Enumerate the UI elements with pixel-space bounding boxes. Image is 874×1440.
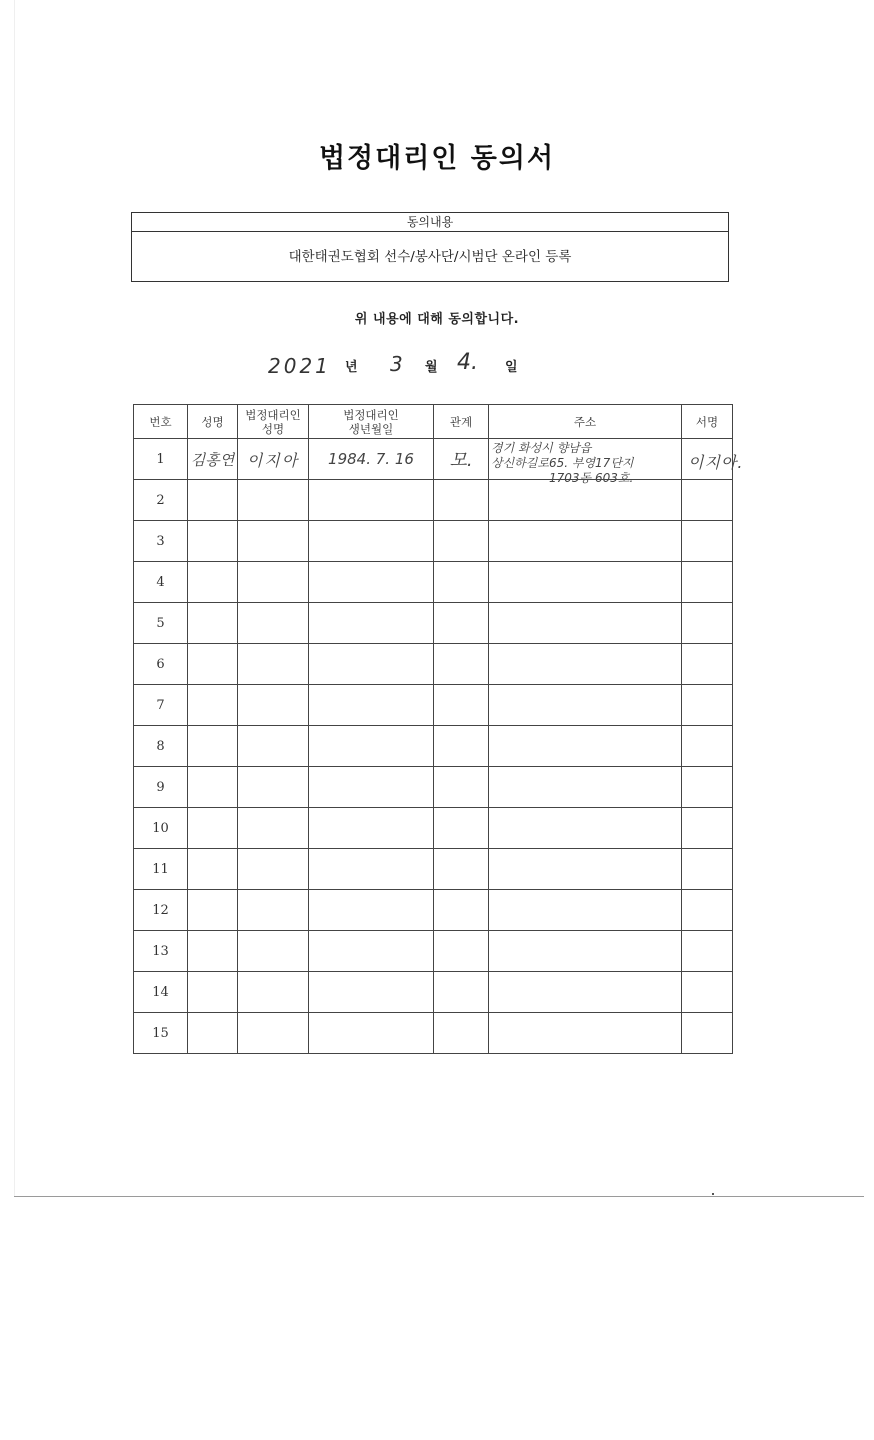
table-cell <box>489 685 682 726</box>
table-row <box>134 439 733 480</box>
table-cell <box>188 562 238 603</box>
table-cell <box>434 972 489 1013</box>
handwritten-rep-name: 이지아 <box>238 439 309 480</box>
date-year-label: 년 <box>345 360 358 375</box>
table-cell <box>188 480 238 521</box>
table-cell <box>238 1013 309 1054</box>
table-cell <box>309 849 434 890</box>
table-cell <box>434 480 489 521</box>
date-year: 2021 <box>268 354 331 378</box>
table-cell <box>489 644 682 685</box>
table-row <box>134 1013 733 1054</box>
header-rep-dob <box>309 405 434 439</box>
table-cell <box>489 521 682 562</box>
table-cell <box>309 644 434 685</box>
agreement-statement: 위 내용에 대해 동의합니다. <box>354 312 520 327</box>
table-cell <box>309 1013 434 1054</box>
row-number: 2 <box>134 480 188 521</box>
table-cell <box>682 808 733 849</box>
table-cell <box>238 603 309 644</box>
table-cell <box>682 603 733 644</box>
row-number: 4 <box>134 562 188 603</box>
table-cell <box>434 1013 489 1054</box>
table-cell <box>682 480 733 521</box>
empty-rows <box>134 480 733 1054</box>
row-number: 8 <box>134 726 188 767</box>
row-number: 11 <box>134 849 188 890</box>
table-cell <box>238 644 309 685</box>
table-cell <box>434 644 489 685</box>
table-cell <box>238 890 309 931</box>
table-cell <box>489 808 682 849</box>
table-cell <box>489 849 682 890</box>
table-cell <box>434 767 489 808</box>
table-cell <box>188 890 238 931</box>
table-row <box>134 808 733 849</box>
table-cell <box>238 726 309 767</box>
table-cell <box>434 685 489 726</box>
handwritten-address <box>491 441 634 486</box>
table-cell <box>188 603 238 644</box>
table-cell <box>682 562 733 603</box>
row-number: 15 <box>134 1013 188 1054</box>
handwritten-rep-dob: 1984. 7. 16 <box>309 439 434 480</box>
table-row <box>134 767 733 808</box>
table-cell <box>238 521 309 562</box>
table-cell <box>188 972 238 1013</box>
handwritten-signature: 이지아. <box>688 453 744 472</box>
consent-header: 동의내용 <box>132 213 728 232</box>
table-cell <box>309 603 434 644</box>
row-number: 7 <box>134 685 188 726</box>
row-number: 3 <box>134 521 188 562</box>
row-number: 10 <box>134 808 188 849</box>
table-row <box>134 972 733 1013</box>
table-cell <box>309 808 434 849</box>
table-cell <box>434 931 489 972</box>
table-cell <box>309 685 434 726</box>
table-cell <box>489 972 682 1013</box>
handwritten-relation: 모. <box>434 439 489 480</box>
date-line <box>0 348 874 382</box>
table-cell <box>434 521 489 562</box>
table-cell <box>682 849 733 890</box>
table-cell <box>434 603 489 644</box>
row-number: 9 <box>134 767 188 808</box>
header-rep-name <box>238 405 309 439</box>
table-cell <box>434 808 489 849</box>
table-cell <box>188 1013 238 1054</box>
table-cell <box>188 808 238 849</box>
table-cell <box>682 890 733 931</box>
table-cell <box>238 931 309 972</box>
table-row <box>134 849 733 890</box>
table-cell <box>238 767 309 808</box>
table-cell <box>188 644 238 685</box>
date-day: 4. <box>457 350 478 375</box>
table-cell <box>682 767 733 808</box>
row-number: 6 <box>134 644 188 685</box>
table-row <box>134 562 733 603</box>
table-row <box>134 890 733 931</box>
table-cell <box>489 890 682 931</box>
address-line-3: 1703동 603호. <box>549 471 634 485</box>
table-row <box>134 603 733 644</box>
table-cell <box>309 931 434 972</box>
handwritten-name: 김홍연 <box>188 439 238 480</box>
table-row <box>134 521 733 562</box>
table-cell <box>489 1013 682 1054</box>
table-cell <box>309 726 434 767</box>
table-cell <box>309 480 434 521</box>
consent-text: 대한태권도협회 선수/봉사단/시범단 온라인 등록 <box>288 249 572 265</box>
row-number: 5 <box>134 603 188 644</box>
consent-box <box>131 212 729 282</box>
table-row <box>134 726 733 767</box>
scan-edge-left <box>14 0 15 1196</box>
table-cell <box>489 931 682 972</box>
header-rep-name-line2: 성명 <box>261 421 285 436</box>
table-cell <box>238 480 309 521</box>
document-title: 법정대리인 동의서 <box>318 143 556 174</box>
date-month-label: 월 <box>425 360 438 375</box>
scan-edge-bottom <box>14 1196 864 1197</box>
table-cell <box>434 726 489 767</box>
table-cell <box>188 849 238 890</box>
table-cell <box>434 890 489 931</box>
row-number: 13 <box>134 931 188 972</box>
header-rep-name-line1: 법정대리인 <box>245 407 301 422</box>
date-day-label: 일 <box>505 360 518 375</box>
table-cell <box>309 521 434 562</box>
table-cell <box>238 808 309 849</box>
header-address: 주소 <box>489 405 682 439</box>
table-cell <box>682 972 733 1013</box>
row-number: 14 <box>134 972 188 1013</box>
table-cell <box>682 685 733 726</box>
table-cell <box>434 849 489 890</box>
table-cell <box>489 726 682 767</box>
table-cell <box>434 562 489 603</box>
table-cell <box>489 603 682 644</box>
header-no: 번호 <box>134 405 188 439</box>
table-header-row <box>134 405 733 439</box>
table-cell <box>309 562 434 603</box>
table-cell <box>682 644 733 685</box>
table-cell <box>238 685 309 726</box>
table-row <box>134 931 733 972</box>
address-line-1: 경기 화성시 향남읍 <box>491 441 592 455</box>
signature-cell <box>682 439 744 480</box>
header-relation: 관계 <box>434 405 489 439</box>
table-cell <box>188 726 238 767</box>
date-month: 3 <box>390 352 403 376</box>
table-cell <box>309 890 434 931</box>
table-cell <box>188 685 238 726</box>
row-number: 1 <box>134 439 188 480</box>
header-rep-dob-line2: 생년월일 <box>348 421 394 436</box>
table-cell <box>238 849 309 890</box>
table-cell <box>188 521 238 562</box>
scan-speck <box>712 1193 714 1195</box>
table-cell <box>188 931 238 972</box>
table-cell <box>309 767 434 808</box>
header-name: 성명 <box>188 405 238 439</box>
table-cell <box>682 931 733 972</box>
table-cell <box>188 767 238 808</box>
table-row <box>134 480 733 521</box>
table-cell <box>682 521 733 562</box>
address-line-2: 상신하길로65. 부영17단지 <box>491 456 634 470</box>
table-cell <box>682 726 733 767</box>
table-row <box>134 644 733 685</box>
table-cell <box>309 972 434 1013</box>
table-row <box>134 685 733 726</box>
table-cell <box>682 1013 733 1054</box>
table-cell <box>489 767 682 808</box>
guardian-table <box>133 404 744 1054</box>
table-cell <box>238 972 309 1013</box>
address-cell <box>489 439 682 485</box>
row-number: 12 <box>134 890 188 931</box>
header-rep-dob-line1: 법정대리인 <box>343 407 399 422</box>
table-cell <box>238 562 309 603</box>
table-cell <box>489 562 682 603</box>
header-signature: 서명 <box>682 405 733 439</box>
